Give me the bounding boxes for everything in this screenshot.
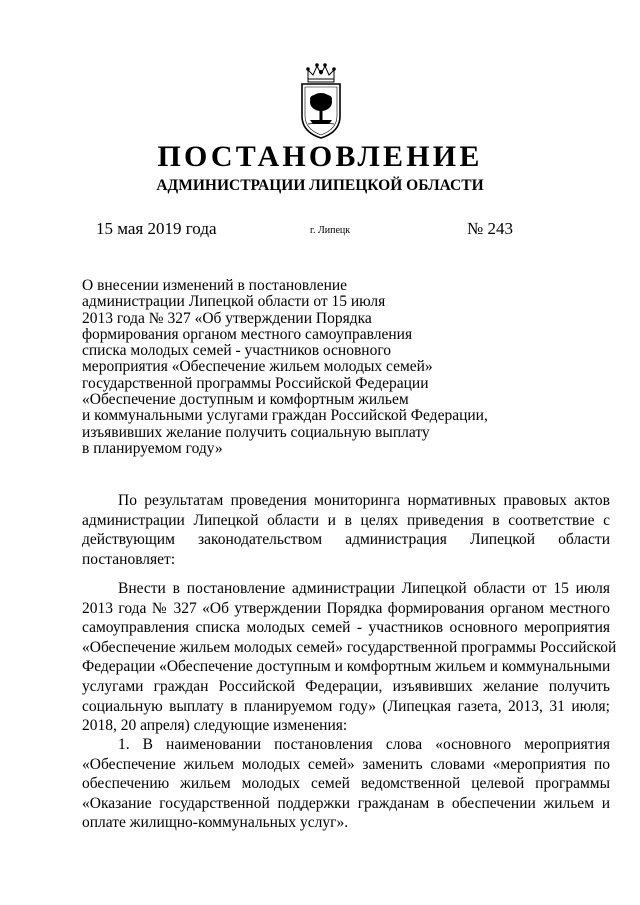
- paragraph-line: услугами граждан Российской Федерации, изъявивших желание получить: [82, 677, 610, 695]
- paragraph-line: действующим законодательством администрация Липецкой области: [82, 531, 610, 549]
- issuing-authority: АДМИНИСТРАЦИИ ЛИПЕЦКОЙ ОБЛАСТИ: [156, 177, 484, 194]
- preamble-paragraph: [82, 491, 610, 569]
- document-city: г. Липецк: [310, 225, 351, 236]
- paragraph-line: «Обеспечение жильем молодых семей» заменить словами «мероприятия по: [82, 755, 610, 773]
- paragraph-line: оплате жилищно-коммунальных услуг».: [82, 814, 349, 832]
- subject-line: изъявивших желание получить социальную выплату: [82, 423, 430, 441]
- resolution-paragraph: [82, 579, 617, 736]
- paragraph-line: администрации Липецкой области и в целях приведения в соответствие с: [82, 511, 610, 529]
- paragraph-line: обеспечению жильем молодых семей ведомственной целевой программы: [82, 775, 610, 793]
- paragraph-line: «Оказание государственной поддержки гражданам в обеспечении жильем и: [82, 794, 610, 812]
- coat-of-arms-icon: [294, 62, 348, 140]
- document-title: ПОСТАНОВЛЕНИЕ: [157, 140, 483, 173]
- subject-line: 2013 года № 327 «Об утверждении Порядка: [82, 309, 372, 327]
- document-subject: [82, 277, 488, 457]
- paragraph-line: «Обеспечение жильем молодых семей» государственной программы Российской: [82, 638, 617, 656]
- paragraph-line: постановляет:: [82, 550, 176, 568]
- subject-line: администрации Липецкой области от 15 июля: [82, 293, 386, 311]
- amendment-item-1: [82, 735, 610, 833]
- subject-line: и коммунальными услугами граждан Российской Федерации,: [82, 407, 488, 425]
- subject-line: формирования органом местного самоуправления: [82, 325, 413, 343]
- paragraph-line: самоуправления списка молодых семей - участников основного мероприятия: [82, 619, 610, 637]
- subject-line: мероприятия «Обеспечение жильем молодых семей»: [82, 358, 433, 376]
- paragraph-line: Внести в постановление администрации Липецкой области от 15 июля: [118, 580, 610, 597]
- paragraph-line: социальную выплату в планируемом году» (Липецкая газета, 2013, 31 июля;: [82, 697, 610, 715]
- paragraph-line: 2013 года № 327 «Об утверждении Порядка формирования органом местного: [82, 599, 610, 617]
- paragraph-line: 2018, 20 апреля) следующие изменения:: [82, 717, 348, 735]
- document-date: 15 мая 2019 года: [96, 219, 217, 238]
- document-number: № 243: [467, 219, 513, 238]
- subject-line: О внесении изменений в постановление: [82, 277, 348, 294]
- subject-line: «Обеспечение доступным и комфортным жильем: [82, 391, 409, 409]
- paragraph-line: Федерации «Обеспечение доступным и комфортным жильем и коммунальными: [82, 658, 611, 676]
- subject-line: государственной программы Российской Федерации: [82, 374, 429, 392]
- subject-line: в планируемом году»: [82, 439, 223, 457]
- paragraph-line: 1. В наименовании постановления слова «основного мероприятия: [118, 736, 610, 753]
- subject-line: списка молодых семей - участников основного: [82, 342, 392, 360]
- paragraph-line: По результатам проведения мониторинга нормативных правовых актов: [118, 492, 610, 509]
